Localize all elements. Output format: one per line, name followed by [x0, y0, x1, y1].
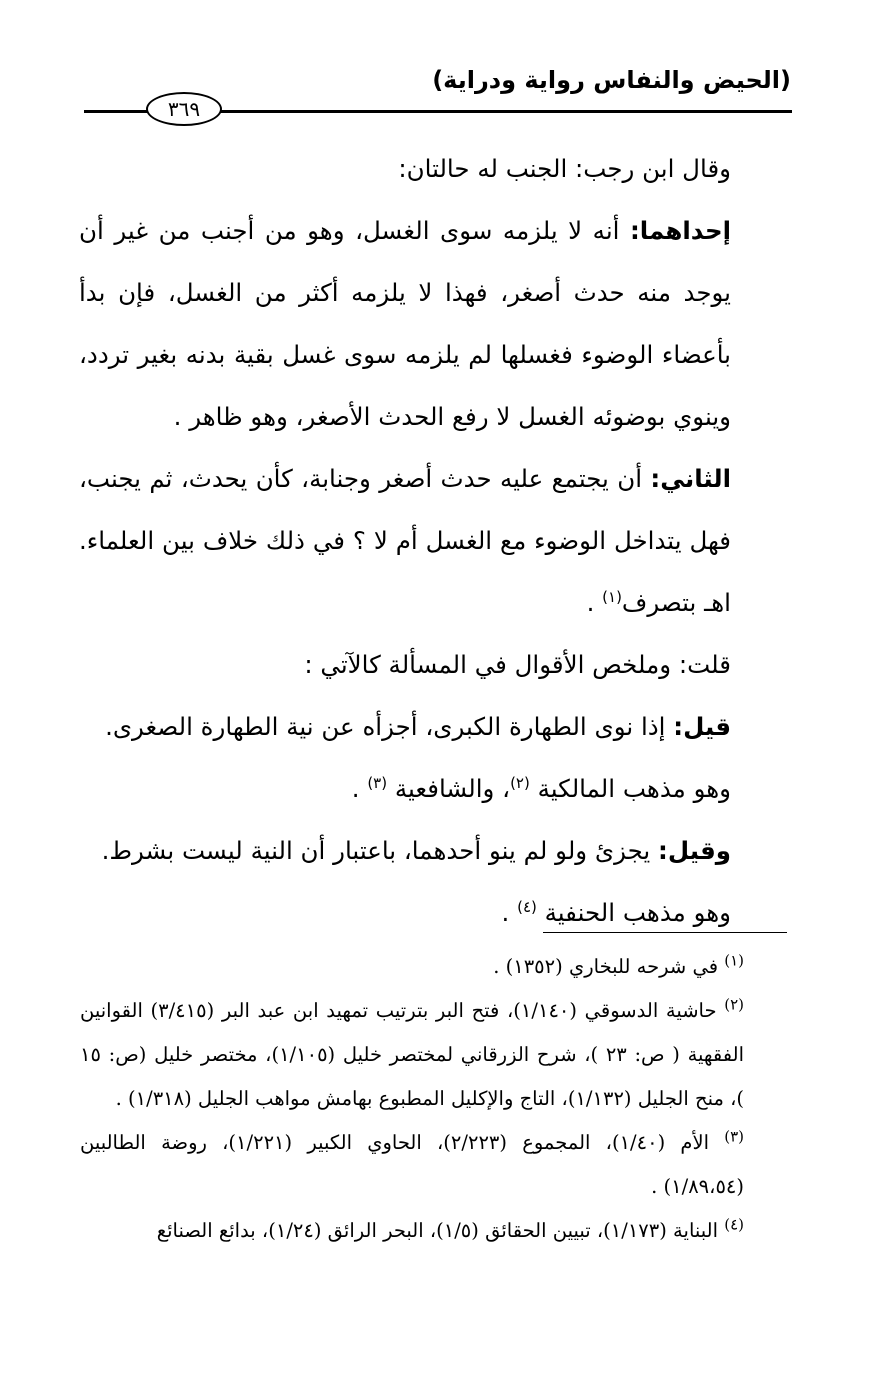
footnote-text: البناية (١/١٧٣)، تبيين الحقائق (١/٥)، البحر الرائق (١/٢٤)، بدائع الصنائع: [156, 1219, 725, 1242]
paragraph-opinion-one: [79, 696, 791, 758]
period: .: [586, 588, 603, 617]
label-opinion: قيل:: [673, 712, 731, 741]
paragraph-intro: وقال ابن رجب: الجنب له حالتان:: [398, 154, 731, 183]
text-maliki: وهو مذهب المالكية: [529, 774, 731, 803]
footnote-text: حاشية الدسوقي (١/١٤٠)، فتح البر بترتيب تمهيد ابن عبد البر (٣/٤١٥) القوانين الفقهية ( ص: ٢٣ )، شرح الزرقاني لمختصر خليل (١/١٠٥)، مختصر خليل (ص: ١٥ )، منح الجليل (١/١٣٢)، التاج والإكليل المطبوع بهامش مواهب الجليل (١/٣١٨) .: [80, 999, 744, 1110]
footnote-4: [80, 1209, 788, 1253]
paragraph-first-case: [79, 200, 791, 448]
footnote-2: [80, 989, 788, 1121]
text-first: أنه لا يلزمه سوى الغسل، وهو من أجنب من غير أن يوجد منه حدث أصغر، فهذا لا يلزمه أكثر من الغسل، فإن بدأ بأعضاء الوضوء فغسلها لم يلزمه سوى غسل بقية بدنه بغير تردد، وينوي بوضوئه الغسل لا رفع الحدث الأصغر، وهو ظاهر .: [79, 216, 731, 431]
footnote-number: (٢): [724, 995, 744, 1014]
footnote-ref: (٤): [517, 897, 537, 916]
footnote-text: في شرحه للبخاري (١٣٥٢) .: [493, 955, 725, 978]
footnote-number: (١): [724, 951, 744, 970]
footnote-number: (٣): [724, 1127, 745, 1146]
label-opinion-two: وقيل:: [658, 836, 731, 865]
period: .: [351, 774, 368, 803]
paragraph-opinion-two: [79, 820, 791, 882]
paragraph-summary: قلت: وملخص الأقوال في المسألة كالآتي :: [304, 650, 731, 679]
period: .: [501, 898, 518, 927]
footnote-ref: (٢): [510, 773, 530, 792]
text-shafii: ، والشافعية: [387, 774, 511, 803]
footnote-3: [80, 1121, 788, 1209]
footnote-number: (٤): [724, 1215, 744, 1234]
label-second: الثاني:: [650, 464, 731, 493]
page-number: ٣٦٩: [146, 92, 222, 126]
paragraph-madhhab-one: [79, 758, 791, 820]
footnote-ref: (٣): [367, 773, 388, 792]
footnotes: [80, 945, 788, 1253]
label-first: إحداهما:: [629, 216, 731, 245]
text-opinion-one: إذا نوى الطهارة الكبرى، أجزأه عن نية الطهارة الصغرى.: [105, 712, 674, 741]
running-header-title: (الحيض والنفاس رواية ودراية): [432, 66, 791, 94]
footnote-1: [80, 945, 788, 989]
footnote-ref: (١): [602, 587, 622, 606]
text-hanafi: وهو مذهب الحنفية: [536, 898, 731, 927]
paragraph-second-case: [79, 448, 791, 634]
footnote-text: الأم (١/٤٠)، المجموع (٢/٢٢٣)، الحاوي الكبير (١/٢٢١)، روضة الطالبين (١/٨٩،٥٤) .: [80, 1131, 744, 1198]
paragraph-madhhab-two: [79, 882, 791, 944]
text-opinion-two: يجزئ ولو لم ينو أحدهما، باعتبار أن النية ليست بشرط.: [101, 836, 659, 865]
main-text: [79, 138, 791, 944]
text-second: أن يجتمع عليه حدث أصغر وجنابة، كأن يحدث، ثم يجنب، فهل يتداخل الوضوء مع الغسل أم لا ؟ في ذلك خلاف بين العلماء. اهـ بتصرف: [79, 464, 731, 617]
footnote-separator: [543, 932, 787, 933]
